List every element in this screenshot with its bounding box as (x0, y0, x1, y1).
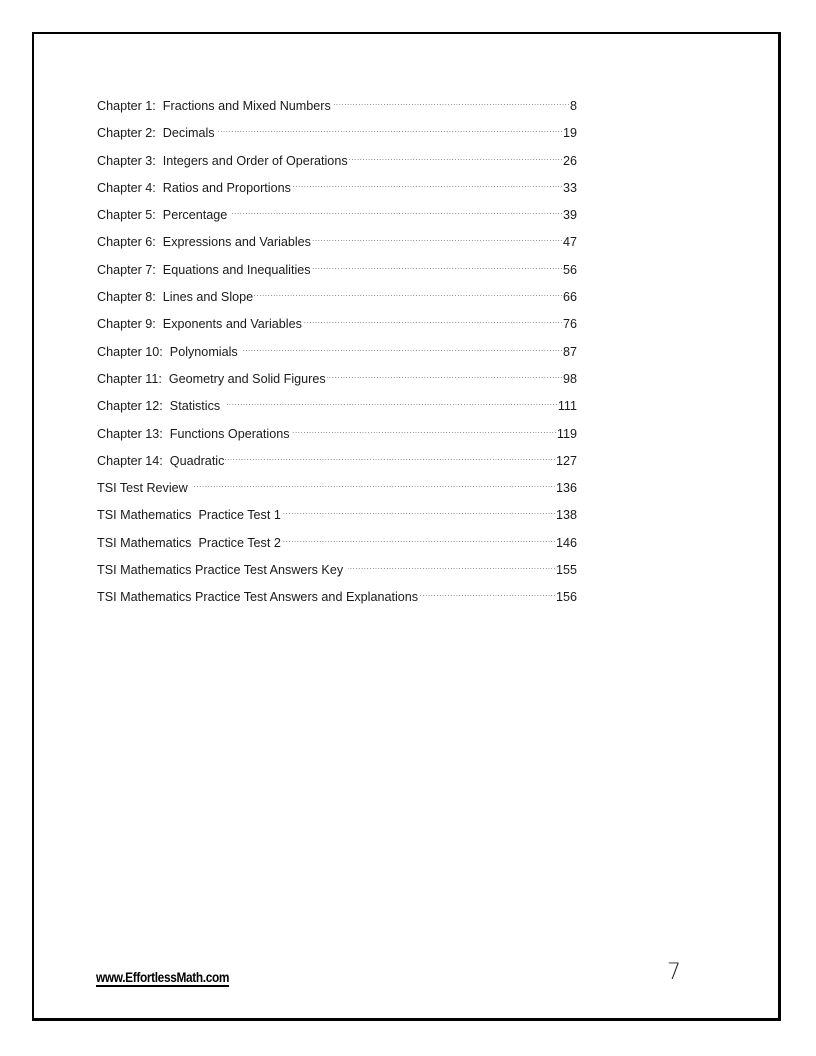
toc-entry-chapter-4[interactable] (97, 178, 577, 205)
toc-entry-chapter-8[interactable] (97, 287, 577, 314)
dot-leader (216, 123, 562, 137)
toc-entry-chapter-14[interactable] (97, 451, 577, 478)
toc-entry-page: 119 (556, 426, 577, 441)
toc-entry-chapter-10[interactable] (97, 342, 577, 369)
toc-entry-page: 19 (562, 126, 577, 141)
dot-leader (312, 232, 562, 246)
page-number: 7 (667, 960, 681, 985)
toc-entry-label: Chapter 9: Exponents and Variables (97, 317, 302, 332)
dot-leader (303, 314, 562, 328)
toc-entry-page: 111 (557, 399, 577, 414)
toc-entry-chapter-7[interactable] (97, 260, 577, 287)
toc-entry-page: 56 (562, 262, 577, 277)
website-link[interactable]: www.EffortlessMath.com (96, 970, 230, 985)
toc-entry-page: 98 (562, 371, 577, 386)
toc-entry-chapter-1[interactable] (97, 96, 577, 123)
toc-entry-label: Chapter 8: Lines and Slope (97, 290, 254, 305)
toc-entry-page: 26 (562, 153, 577, 168)
toc-entry-page: 8 (569, 99, 577, 113)
toc-entry-page: 87 (562, 344, 577, 359)
toc-entry-chapter-5[interactable] (97, 205, 577, 232)
toc-entry-page: 127 (555, 453, 577, 468)
toc-entry-answers-explanations[interactable] (97, 587, 577, 614)
toc-entry-label: TSI Mathematics Practice Test Answers Key (97, 563, 347, 578)
dot-leader (225, 396, 557, 410)
toc-entry-label: TSI Mathematics Practice Test 2 (97, 535, 281, 550)
dot-leader (327, 369, 562, 383)
toc-entry-chapter-6[interactable] (97, 232, 577, 259)
toc-entry-chapter-11[interactable] (97, 369, 577, 396)
dot-leader (348, 560, 555, 574)
toc-entry-chapter-12[interactable] (97, 396, 577, 423)
toc-entry-label: Chapter 13: Functions Operations (97, 426, 290, 441)
toc-entry-answers-key[interactable] (97, 560, 577, 587)
dot-leader (291, 424, 556, 438)
toc-entry-label: Chapter 3: Integers and Order of Operations (97, 153, 348, 168)
dot-leader (349, 151, 562, 165)
dot-leader (282, 533, 555, 547)
toc-entry-test-review[interactable] (97, 478, 577, 505)
toc-entry-chapter-2[interactable] (97, 123, 577, 150)
dot-leader (232, 205, 562, 219)
dot-leader (225, 451, 555, 465)
dot-leader (254, 287, 562, 301)
toc-entry-page: 66 (562, 290, 577, 305)
dot-leader (292, 178, 562, 192)
toc-entry-page: 138 (555, 508, 577, 523)
toc-entry-label: Chapter 12: Statistics (97, 399, 224, 414)
toc-entry-label: Chapter 5: Percentage (97, 208, 231, 223)
table-of-contents (97, 96, 577, 615)
toc-entry-label: Chapter 4: Ratios and Proportions (97, 180, 291, 195)
toc-entry-practice-test-1[interactable] (97, 505, 577, 532)
toc-entry-page: 47 (562, 235, 577, 250)
dot-leader (282, 505, 555, 519)
toc-entry-label: Chapter 11: Geometry and Solid Figures (97, 371, 326, 386)
toc-entry-page: 136 (555, 481, 577, 496)
toc-entry-chapter-9[interactable] (97, 314, 577, 341)
dot-leader (192, 478, 555, 492)
dot-leader (242, 342, 562, 356)
toc-entry-page: 155 (555, 563, 577, 578)
toc-entry-chapter-13[interactable] (97, 424, 577, 451)
toc-entry-chapter-3[interactable] (97, 151, 577, 178)
toc-entry-label: Chapter 2: Decimals (97, 126, 215, 141)
toc-entry-page: 146 (555, 535, 577, 550)
toc-entry-page: 156 (555, 590, 577, 605)
toc-entry-label: Chapter 10: Polynomials (97, 344, 242, 359)
dot-leader (419, 587, 555, 601)
toc-entry-page: 76 (562, 317, 577, 332)
toc-entry-page: 33 (562, 180, 577, 195)
dot-leader (332, 96, 569, 110)
toc-entry-practice-test-2[interactable] (97, 533, 577, 560)
toc-entry-label: TSI Mathematics Practice Test Answers and Explanations (97, 590, 419, 605)
toc-entry-label: Chapter 6: Expressions and Variables (97, 235, 311, 250)
toc-entry-page: 39 (562, 208, 577, 223)
toc-entry-label: TSI Test Review (97, 481, 192, 496)
toc-entry-label: Chapter 14: Quadratic (97, 453, 225, 468)
toc-entry-label: TSI Mathematics Practice Test 1 (97, 508, 281, 523)
dot-leader (312, 260, 562, 274)
toc-entry-label: Chapter 1: Fractions and Mixed Numbers (97, 99, 331, 113)
toc-entry-label: Chapter 7: Equations and Inequalities (97, 262, 311, 277)
